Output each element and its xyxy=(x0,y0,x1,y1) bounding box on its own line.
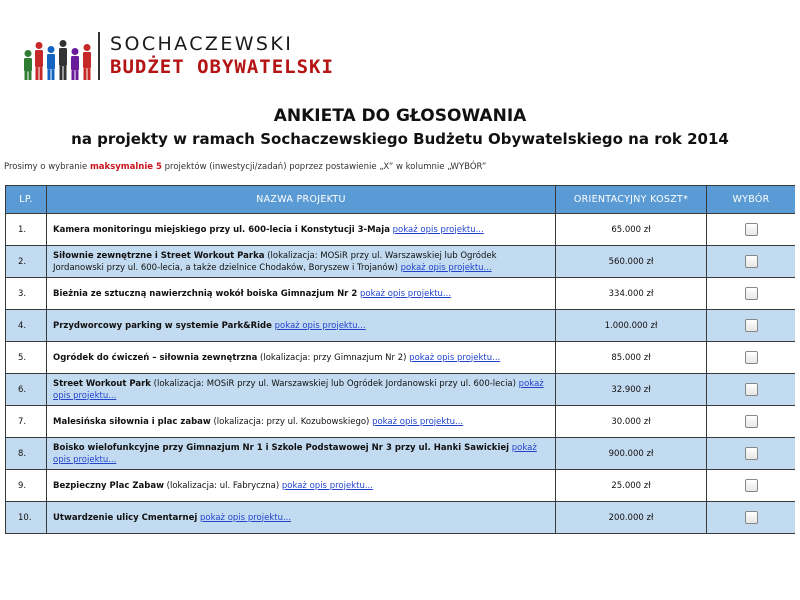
row-project xyxy=(47,278,556,310)
row-choice xyxy=(707,278,796,310)
choice-checkbox[interactable] xyxy=(745,319,758,332)
table-row xyxy=(6,214,796,246)
row-lp: 7. xyxy=(6,406,47,438)
row-cost: 25.000 zł xyxy=(556,470,707,502)
row-lp: 10. xyxy=(6,502,47,534)
projects-table xyxy=(5,185,795,534)
row-lp: 9. xyxy=(6,470,47,502)
instruction-before: Prosimy o wybranie xyxy=(4,162,90,172)
project-name: Bieżnia ze sztuczną nawierzchnią wokół boiska Gimnazjum Nr 2 xyxy=(53,288,358,299)
person-figure xyxy=(47,46,55,80)
row-lp: 1. xyxy=(6,214,47,246)
row-project xyxy=(47,438,556,470)
person-figure xyxy=(83,44,91,80)
row-cost: 85.000 zł xyxy=(556,342,707,374)
project-location: (lokalizacja: ul. Fabryczna) xyxy=(163,480,280,491)
table-row xyxy=(6,438,796,470)
person-figure xyxy=(35,42,43,80)
show-description-link[interactable]: pokaż opis projektu... xyxy=(53,442,537,465)
row-choice xyxy=(707,246,796,278)
project-location: (lokalizacja: MOSiR przy ul. Warszawskiej lub Ogródek Jordanowski przy ul. 600-lecia, a także dzielnice Chodaków, Boryszew i Trojanów) xyxy=(53,250,497,273)
project-name: Street Workout Park xyxy=(53,378,151,389)
logo xyxy=(22,30,334,82)
row-cost: 1.000.000 zł xyxy=(556,310,707,342)
row-lp: 4. xyxy=(6,310,47,342)
choice-checkbox[interactable] xyxy=(745,223,758,236)
project-name: Przydworcowy parking w systemie Park&Ride xyxy=(53,320,272,331)
project-location: (lokalizacja: przy Gimnazjum Nr 2) xyxy=(257,352,407,363)
logo-divider xyxy=(98,32,100,80)
header-lp: LP. xyxy=(6,186,47,214)
show-description-link[interactable]: pokaż opis projektu... xyxy=(400,262,492,273)
row-project xyxy=(47,342,556,374)
row-choice xyxy=(707,438,796,470)
instruction-text xyxy=(4,162,486,172)
header-cost: ORIENTACYJNY KOSZT* xyxy=(556,186,707,214)
row-choice xyxy=(707,406,796,438)
table-row xyxy=(6,310,796,342)
table-row xyxy=(6,502,796,534)
choice-checkbox[interactable] xyxy=(745,351,758,364)
instruction-highlight: maksymalnie 5 xyxy=(89,162,162,172)
row-choice xyxy=(707,342,796,374)
table-row xyxy=(6,406,796,438)
row-project xyxy=(47,470,556,502)
person-figure xyxy=(24,50,32,80)
row-lp: 6. xyxy=(6,374,47,406)
table-header-row xyxy=(6,186,796,214)
table-row xyxy=(6,470,796,502)
choice-checkbox[interactable] xyxy=(745,255,758,268)
show-description-link[interactable]: pokaż opis projektu... xyxy=(372,416,464,427)
project-name: Utwardzenie ulicy Cmentarnej xyxy=(53,512,198,523)
row-cost: 200.000 zł xyxy=(556,502,707,534)
row-project xyxy=(47,502,556,534)
row-choice xyxy=(707,502,796,534)
show-description-link[interactable]: pokaż opis projektu... xyxy=(409,352,501,363)
person-figure xyxy=(59,40,67,80)
projects-table-container xyxy=(5,185,795,540)
project-location: (lokalizacja: MOSiR przy ul. Warszawskiej lub Ogródek Jordanowski przy ul. 600-lecia) xyxy=(150,378,516,389)
choice-checkbox[interactable] xyxy=(745,287,758,300)
logo-line-2: BUDŻET OBYWATELSKI xyxy=(110,56,334,78)
table-row xyxy=(6,246,796,278)
project-name: Boisko wielofunkcyjne przy Gimnazjum Nr 1 i Szkole Podstawowej Nr 3 przy ul. Hanki Sawickiej xyxy=(53,442,510,453)
row-project xyxy=(47,246,556,278)
choice-checkbox[interactable] xyxy=(745,415,758,428)
show-description-link[interactable]: pokaż opis projektu... xyxy=(274,320,366,331)
logo-text xyxy=(110,33,334,79)
row-choice xyxy=(707,470,796,502)
project-name: Ogródek do ćwiczeń – siłownia zewnętrzna xyxy=(53,352,258,363)
row-project xyxy=(47,310,556,342)
show-description-link[interactable]: pokaż opis projektu... xyxy=(53,378,544,401)
choice-checkbox[interactable] xyxy=(745,511,758,524)
row-cost: 560.000 zł xyxy=(556,246,707,278)
row-cost: 32.900 zł xyxy=(556,374,707,406)
project-name: Siłownie zewnętrzne i Street Workout Parka xyxy=(53,250,265,261)
header-choice: WYBÓR xyxy=(707,186,796,214)
person-figure xyxy=(71,48,79,80)
people-figures-icon xyxy=(22,32,96,80)
row-cost: 65.000 zł xyxy=(556,214,707,246)
show-description-link[interactable]: pokaż opis projektu... xyxy=(392,224,484,235)
project-name: Malesińska siłownia i plac zabaw xyxy=(53,416,211,427)
show-description-link[interactable]: pokaż opis projektu... xyxy=(281,480,373,491)
instruction-after: projektów (inwestycji/zadań) poprzez postawienie „X” w kolumnie „WYBÓR” xyxy=(161,162,487,172)
logo-line-1: SOCHACZEWSKI xyxy=(110,33,294,55)
row-choice xyxy=(707,214,796,246)
row-project xyxy=(47,214,556,246)
page-title: ANKIETA DO GŁOSOWANIA xyxy=(273,106,527,126)
table-row xyxy=(6,278,796,310)
table-row xyxy=(6,342,796,374)
page-subtitle: na projekty w ramach Sochaczewskiego Budżetu Obywatelskiego na rok 2014 xyxy=(71,130,729,148)
choice-checkbox[interactable] xyxy=(745,383,758,396)
project-location: (lokalizacja: przy ul. Kozubowskiego) xyxy=(210,416,370,427)
row-lp: 5. xyxy=(6,342,47,374)
show-description-link[interactable]: pokaż opis projektu... xyxy=(199,512,292,523)
row-lp: 2. xyxy=(6,246,47,278)
row-lp: 3. xyxy=(6,278,47,310)
row-cost: 900.000 zł xyxy=(556,438,707,470)
row-project xyxy=(47,406,556,438)
project-name: Kamera monitoringu miejskiego przy ul. 600-lecia i Konstytucji 3-Maja xyxy=(53,224,390,235)
row-choice xyxy=(707,310,796,342)
choice-checkbox[interactable] xyxy=(745,447,758,460)
choice-checkbox[interactable] xyxy=(745,479,758,492)
project-name: Bezpieczny Plac Zabaw xyxy=(53,480,164,491)
row-choice xyxy=(707,374,796,406)
show-description-link[interactable]: pokaż opis projektu... xyxy=(359,288,452,299)
table-body xyxy=(6,214,796,534)
row-cost: 30.000 zł xyxy=(556,406,707,438)
table-row xyxy=(6,374,796,406)
header-name: NAZWA PROJEKTU xyxy=(47,186,556,214)
row-cost: 334.000 zł xyxy=(556,278,707,310)
row-project xyxy=(47,374,556,406)
row-lp: 8. xyxy=(6,438,47,470)
